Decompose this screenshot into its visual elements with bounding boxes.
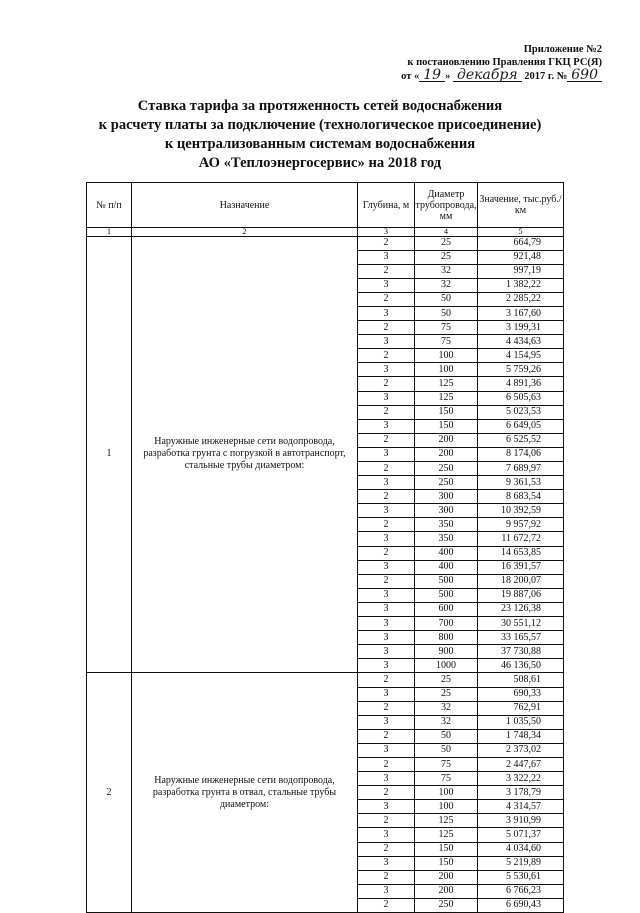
depth-cell: 3: [358, 828, 415, 842]
diameter-cell: 125: [415, 814, 478, 828]
depth-cell: 3: [358, 856, 415, 870]
appendix-date-line: [401, 69, 602, 84]
value-cell: 16 391,57: [478, 560, 564, 574]
diameter-cell: 100: [415, 349, 478, 363]
value-cell: 19 887,06: [478, 588, 564, 602]
diameter-cell: 75: [415, 757, 478, 771]
value-cell: 5 530,61: [478, 870, 564, 884]
value-cell: 6 505,63: [478, 391, 564, 405]
diameter-cell: 150: [415, 419, 478, 433]
diameter-cell: 25: [415, 687, 478, 701]
value-cell: 3 167,60: [478, 306, 564, 320]
document-title: [40, 97, 600, 173]
diameter-cell: 250: [415, 462, 478, 476]
diameter-cell: 700: [415, 617, 478, 631]
depth-cell: 3: [358, 715, 415, 729]
depth-cell: 3: [358, 800, 415, 814]
diameter-cell: 50: [415, 292, 478, 306]
value-cell: 1 382,22: [478, 278, 564, 292]
diameter-cell: 25: [415, 673, 478, 687]
header-depth: Глубина, м: [358, 183, 415, 228]
value-cell: 14 653,85: [478, 546, 564, 560]
diameter-cell: 32: [415, 278, 478, 292]
value-cell: 37 730,88: [478, 645, 564, 659]
title-line-3: к централизованным системам водоснабжения: [164, 136, 476, 152]
value-cell: 5 759,26: [478, 363, 564, 377]
depth-cell: 3: [358, 743, 415, 757]
value-cell: 1 748,34: [478, 729, 564, 743]
depth-cell: 3: [358, 363, 415, 377]
value-cell: 5 023,53: [478, 405, 564, 419]
depth-cell: 2: [358, 729, 415, 743]
depth-cell: 2: [358, 349, 415, 363]
index-cell: 5: [478, 228, 564, 237]
depth-cell: 2: [358, 377, 415, 391]
date-prefix: от «: [401, 71, 420, 82]
tariff-table: [86, 182, 564, 913]
value-cell: 4 154,95: [478, 349, 564, 363]
diameter-cell: 250: [415, 476, 478, 490]
depth-cell: 3: [358, 419, 415, 433]
diameter-cell: 300: [415, 504, 478, 518]
value-cell: 4 314,57: [478, 800, 564, 814]
value-cell: 33 165,57: [478, 631, 564, 645]
depth-cell: 3: [358, 532, 415, 546]
title-line-1: Ставка тарифа за протяженность сетей водоснабжения: [137, 98, 503, 114]
date-mid: »: [445, 71, 451, 82]
diameter-cell: 200: [415, 433, 478, 447]
depth-cell: 2: [358, 292, 415, 306]
value-cell: 997,19: [478, 264, 564, 278]
depth-cell: 2: [358, 236, 415, 250]
value-cell: 10 392,59: [478, 504, 564, 518]
diameter-cell: 300: [415, 490, 478, 504]
diameter-cell: 500: [415, 574, 478, 588]
index-cell: 3: [358, 228, 415, 237]
depth-cell: 2: [358, 264, 415, 278]
depth-cell: 2: [358, 546, 415, 560]
value-cell: 921,48: [478, 250, 564, 264]
diameter-cell: 125: [415, 391, 478, 405]
value-cell: 2 373,02: [478, 743, 564, 757]
diameter-cell: 75: [415, 335, 478, 349]
diameter-cell: 32: [415, 264, 478, 278]
value-cell: 3 322,22: [478, 772, 564, 786]
value-cell: 23 126,38: [478, 602, 564, 616]
year-text: 2017 г. №: [524, 71, 568, 82]
depth-cell: 2: [358, 405, 415, 419]
diameter-cell: 150: [415, 842, 478, 856]
value-cell: 7 689,97: [478, 462, 564, 476]
value-cell: 5 219,89: [478, 856, 564, 870]
value-cell: 9 361,53: [478, 476, 564, 490]
handwritten-number: 690: [567, 69, 602, 82]
index-row: [87, 228, 564, 237]
value-cell: 11 672,72: [478, 532, 564, 546]
handwritten-day: 19: [419, 69, 445, 82]
value-cell: 6 690,43: [478, 898, 564, 912]
value-cell: 46 136,50: [478, 659, 564, 673]
value-cell: 8 174,06: [478, 447, 564, 461]
depth-cell: 2: [358, 842, 415, 856]
diameter-cell: 400: [415, 546, 478, 560]
depth-cell: 2: [358, 433, 415, 447]
depth-cell: 3: [358, 617, 415, 631]
index-cell: 1: [87, 228, 132, 237]
header-diameter: Диаметр трубопровода, мм: [415, 183, 478, 228]
diameter-cell: 400: [415, 560, 478, 574]
diameter-cell: 100: [415, 363, 478, 377]
diameter-cell: 100: [415, 800, 478, 814]
value-cell: 4 034,60: [478, 842, 564, 856]
depth-cell: 2: [358, 898, 415, 912]
depth-cell: 2: [358, 574, 415, 588]
value-cell: 6 525,52: [478, 433, 564, 447]
value-cell: 3 910,99: [478, 814, 564, 828]
diameter-cell: 200: [415, 870, 478, 884]
diameter-cell: 1000: [415, 659, 478, 673]
title-line-2: к расчету платы за подключение (технологическое присоединение): [98, 117, 542, 133]
value-cell: 508,61: [478, 673, 564, 687]
value-cell: 2 447,67: [478, 757, 564, 771]
table-row: [87, 236, 564, 250]
diameter-cell: 32: [415, 715, 478, 729]
depth-cell: 2: [358, 870, 415, 884]
value-cell: 4 891,36: [478, 377, 564, 391]
value-cell: 6 766,23: [478, 884, 564, 898]
diameter-cell: 350: [415, 532, 478, 546]
value-cell: 3 178,79: [478, 786, 564, 800]
header-row: [87, 183, 564, 228]
depth-cell: 3: [358, 602, 415, 616]
table-row: [87, 673, 564, 687]
table-body: [87, 236, 564, 913]
diameter-cell: 25: [415, 250, 478, 264]
group-description: Наружные инженерные сети водопровода, разработка грунта в отвал, стальные трубы диаметром:: [132, 673, 358, 913]
diameter-cell: 75: [415, 772, 478, 786]
diameter-cell: 250: [415, 898, 478, 912]
diameter-cell: 125: [415, 377, 478, 391]
depth-cell: 2: [358, 701, 415, 715]
header-value: Значение, тыс.руб./км: [478, 183, 564, 228]
value-cell: 9 957,92: [478, 518, 564, 532]
diameter-cell: 200: [415, 447, 478, 461]
appendix-resolution: к постановлению Правления ГКЦ РС(Я): [407, 56, 602, 68]
title-line-4: АО «Теплоэнергосервис» на 2018 год: [198, 155, 442, 171]
value-cell: 5 071,37: [478, 828, 564, 842]
index-cell: 2: [132, 228, 358, 237]
depth-cell: 3: [358, 560, 415, 574]
value-cell: 690,33: [478, 687, 564, 701]
group-description: Наружные инженерные сети водопровода, разработка грунта с погрузкой в автотранспорт, стальные трубы диаметром:: [132, 236, 358, 673]
diameter-cell: 350: [415, 518, 478, 532]
depth-cell: 3: [358, 631, 415, 645]
depth-cell: 3: [358, 250, 415, 264]
value-cell: 8 683,54: [478, 490, 564, 504]
value-cell: 30 551,12: [478, 617, 564, 631]
diameter-cell: 100: [415, 786, 478, 800]
value-cell: 18 200,07: [478, 574, 564, 588]
diameter-cell: 200: [415, 884, 478, 898]
diameter-cell: 32: [415, 701, 478, 715]
value-cell: 4 434,63: [478, 335, 564, 349]
value-cell: 664,79: [478, 236, 564, 250]
depth-cell: 2: [358, 814, 415, 828]
depth-cell: 2: [358, 786, 415, 800]
depth-cell: 3: [358, 588, 415, 602]
diameter-cell: 50: [415, 306, 478, 320]
value-cell: 2 285,22: [478, 292, 564, 306]
appendix-block: [401, 44, 602, 84]
diameter-cell: 125: [415, 828, 478, 842]
diameter-cell: 900: [415, 645, 478, 659]
depth-cell: 3: [358, 447, 415, 461]
handwritten-month: декабря: [453, 69, 522, 82]
diameter-cell: 75: [415, 321, 478, 335]
value-cell: 762,91: [478, 701, 564, 715]
header-num: № п/п: [87, 183, 132, 228]
diameter-cell: 800: [415, 631, 478, 645]
depth-cell: 2: [358, 518, 415, 532]
group-number: 2: [87, 673, 132, 913]
diameter-cell: 25: [415, 236, 478, 250]
value-cell: 6 649,05: [478, 419, 564, 433]
depth-cell: 2: [358, 673, 415, 687]
appendix-title: Приложение №2: [523, 44, 602, 55]
index-cell: 4: [415, 228, 478, 237]
depth-cell: 3: [358, 335, 415, 349]
depth-cell: 2: [358, 462, 415, 476]
depth-cell: 3: [358, 306, 415, 320]
depth-cell: 3: [358, 278, 415, 292]
depth-cell: 3: [358, 772, 415, 786]
depth-cell: 3: [358, 504, 415, 518]
depth-cell: 3: [358, 391, 415, 405]
header-purpose: Назначение: [132, 183, 358, 228]
value-cell: 3 199,31: [478, 321, 564, 335]
diameter-cell: 600: [415, 602, 478, 616]
depth-cell: 2: [358, 321, 415, 335]
depth-cell: 3: [358, 687, 415, 701]
depth-cell: 3: [358, 659, 415, 673]
group-number: 1: [87, 236, 132, 673]
depth-cell: 3: [358, 645, 415, 659]
depth-cell: 2: [358, 490, 415, 504]
diameter-cell: 500: [415, 588, 478, 602]
diameter-cell: 50: [415, 743, 478, 757]
diameter-cell: 150: [415, 405, 478, 419]
diameter-cell: 150: [415, 856, 478, 870]
depth-cell: 3: [358, 884, 415, 898]
diameter-cell: 50: [415, 729, 478, 743]
depth-cell: 2: [358, 757, 415, 771]
depth-cell: 3: [358, 476, 415, 490]
value-cell: 1 035,50: [478, 715, 564, 729]
